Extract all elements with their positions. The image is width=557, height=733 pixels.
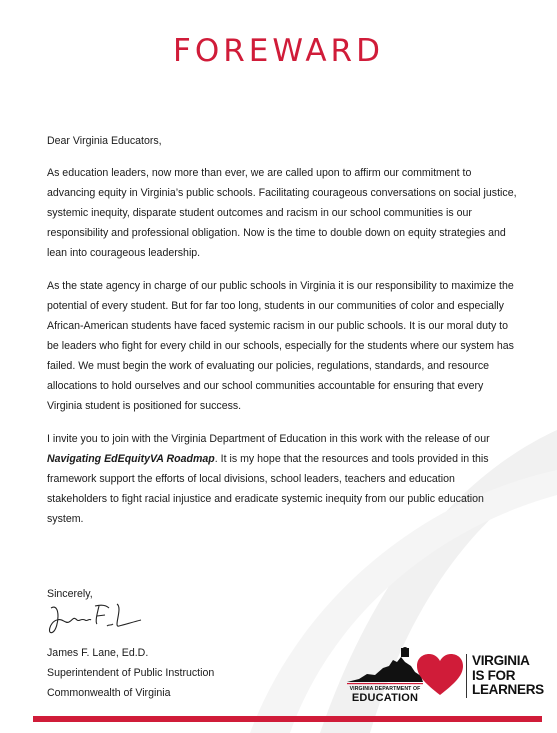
closing: Sincerely, <box>47 588 93 600</box>
signer-role: Superintendent of Public Instruction <box>47 667 215 679</box>
signer-org: Commonwealth of Virginia <box>47 687 171 699</box>
logo-divider <box>466 654 467 698</box>
signer-name: James F. Lane, Ed.D. <box>47 647 149 659</box>
paragraph-1: As education leaders, now more than ever, we are called upon to affirm our commitment to advancing equity in Virginia’s public schools. Facilitating courageous conversations on social justice, systemic inequity, disparate student outcomes and racism in our school communities is our responsibility and professional obligation. Now is the time to double down on equity strategies and lean into courageous leadership. <box>47 167 517 259</box>
paragraph-2: As the state agency in charge of our public schools in Virginia it is our responsibility to maximize the potential of every student. But for far too long, students in our communities of color and especially African-American students have faced systemic racism in our public schools. It is our moral duty to be leaders who fight for every child in our schools, especially for the students where our system has failed. We must begin the work of evaluating our policies, regulations, standards, and resource allocations to hold ourselves and our school communities accountable for ensuring that every Virginia student is positioned for success. <box>47 280 514 412</box>
signature-block <box>47 643 214 703</box>
signature-image <box>47 598 147 640</box>
vfl-line3: LEARNERS <box>472 682 544 697</box>
doe-logo-text <box>344 686 426 704</box>
paragraph-3 <box>47 429 517 529</box>
virginia-is-for-learners-logo <box>472 654 544 698</box>
letter-body <box>47 131 517 542</box>
doe-logo-line2: EDUCATION <box>351 692 419 704</box>
salutation: Dear Virginia Educators, <box>47 135 162 147</box>
paragraph-3-lead: I invite you to join with the Virginia Department of Education in this work with the release of our <box>47 433 490 445</box>
bottom-accent-bar <box>33 716 542 722</box>
roadmap-title: Navigating EdEquityVA Roadmap <box>47 453 215 465</box>
vfl-line1: VIRGINIA <box>472 653 530 668</box>
page-title: FOREWARD <box>173 33 384 69</box>
vfl-line2: IS FOR <box>472 667 516 683</box>
paragraph-3-tail: . It is my hope that the resources and tools provided in this framework support the efforts of local divisions, school leaders, teachers and education stakeholders to fight racial injustice and eradicate systemic inequity from our public education system. <box>47 453 489 525</box>
doe-logo-line1: VIRGINIA DEPARTMENT OF <box>349 686 421 692</box>
